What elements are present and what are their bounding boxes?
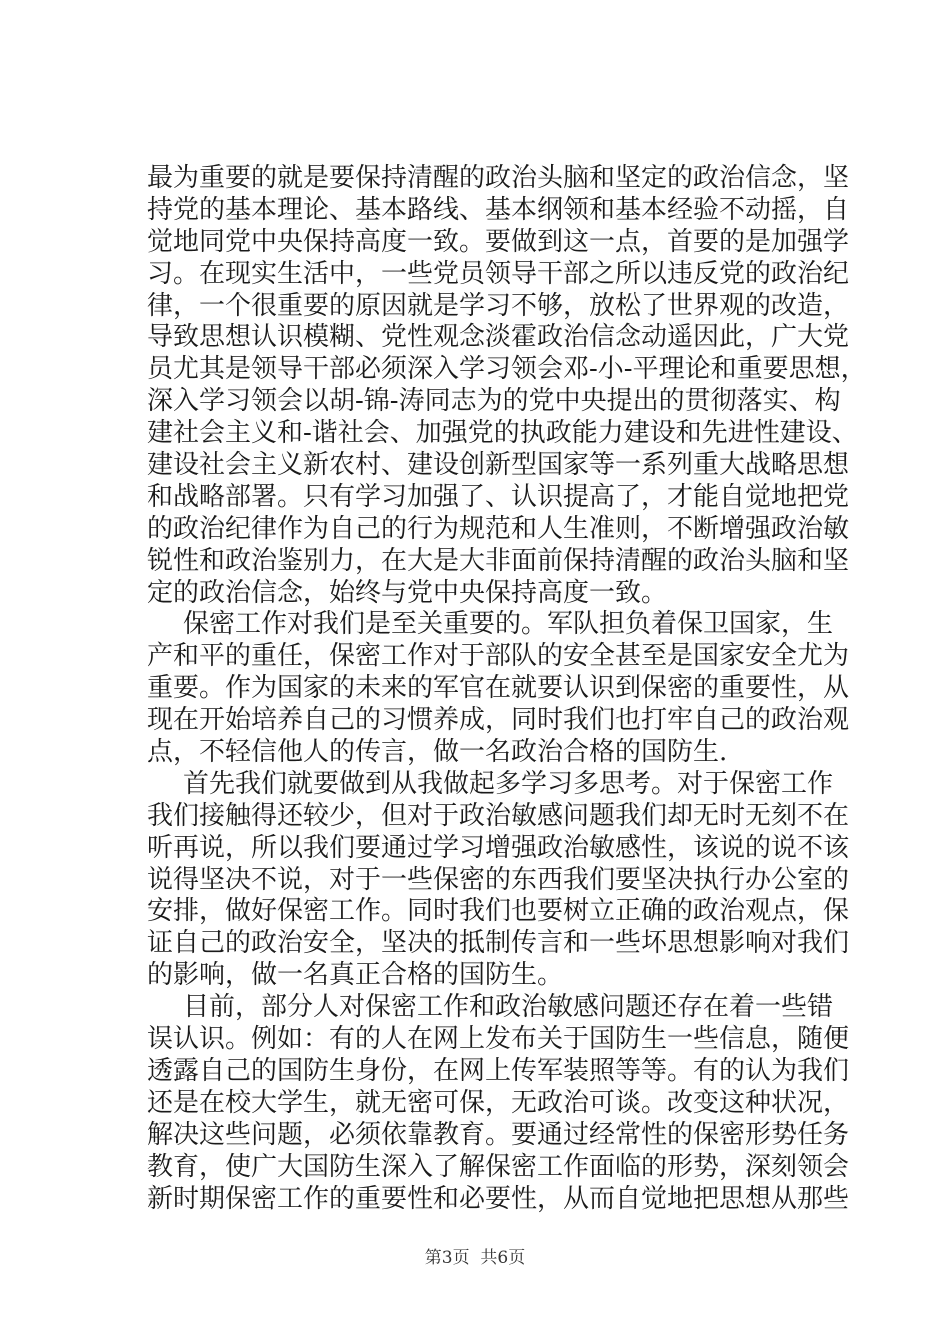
text-line: 解决这些问题，必须依靠教育。要通过经常性的保密形势任务 xyxy=(147,1119,850,1150)
body-text xyxy=(147,163,867,1215)
text-line: 的政治纪律作为自己的行为规范和人生准则，不断增强政治敏 xyxy=(147,513,850,544)
text-line: 和战略部署。只有学习加强了、认识提高了，才能自觉地把党 xyxy=(147,481,850,512)
text-line: 误认识。例如：有的人在网上发布关于国防生一些信息，随便 xyxy=(147,1024,850,1055)
text-line: 导致思想认识模糊、党性观念淡霍政治信念动遥因此，广大党 xyxy=(147,322,850,353)
text-line: 透露自己的国防生身份，在网上传军装照等等。有的认为我们 xyxy=(147,1055,850,1086)
text-line: 锐性和政治鉴别力，在大是大非面前保持清醒的政治头脑和坚 xyxy=(147,545,850,576)
text-line: 新时期保密工作的重要性和必要性，从而自觉地把思想从那些 xyxy=(147,1183,850,1214)
text-line: 听再说，所以我们要通过学习增强政治敏感性，该说的说不该 xyxy=(147,832,850,863)
page-footer xyxy=(0,1243,950,1268)
text-line: 的影响，做一名真正合格的国防生。 xyxy=(147,960,564,991)
text-line: 最为重要的就是要保持清醒的政治头脑和坚定的政治信念，坚 xyxy=(147,163,850,193)
text-line: 觉地同党中央保持高度一致。要做到这一点，首要的是加强学 xyxy=(147,226,850,257)
text-line: 定的政治信念，始终与党中央保持高度一致。 xyxy=(147,577,668,608)
text-line: 律，一个很重要的原因就是学习不够，放松了世界观的改造， xyxy=(147,290,850,321)
text-line: 还是在校大学生，就无密可保，无政治可谈。改变这种状况， xyxy=(147,1087,850,1118)
text-line: 深入学习领会以胡-锦-涛同志为的党中央提出的贯彻落实、构 xyxy=(147,386,841,417)
text-line: 重要。作为国家的未来的军官在就要认识到保密的重要性，从 xyxy=(147,673,850,704)
text-line: 建社会主义和-谐社会、加强党的执政能力建设和先进性建设、 xyxy=(147,418,858,449)
text-line: 说得坚决不说，对于一些保密的东西我们要坚决执行办公室的 xyxy=(147,864,850,895)
text-line: 持党的基本理论、基本路线、基本纲领和基本经验不动摇，自 xyxy=(147,194,850,225)
text-line: 建设社会主义新农村、建设创新型国家等一系列重大战略思想 xyxy=(147,450,850,481)
text-line: 保密工作对我们是至关重要的。军队担负着保卫国家，生 xyxy=(183,609,834,640)
text-line: 现在开始培养自己的习惯养成，同时我们也打牢自己的政治观 xyxy=(147,705,850,736)
text-line: 安排，做好保密工作。同时我们也要树立正确的政治观点，保 xyxy=(147,896,850,927)
text-line: 产和平的重任，保密工作对于部队的安全甚至是国家安全尤为 xyxy=(147,641,850,672)
text-line: 我们接触得还较少，但对于政治敏感问题我们却无时无刻不在 xyxy=(147,800,850,831)
page-number-label: 第3页 共6页 xyxy=(424,1248,526,1268)
text-line: 首先我们就要做到从我做起多学习多思考。对于保密工作 xyxy=(183,768,834,799)
text-line: 点，不轻信他人的传言，做一名政治合格的国防生. xyxy=(147,737,728,768)
text-line: 目前，部分人对保密工作和政治敏感问题还存在着一些错 xyxy=(183,992,834,1023)
text-line: 证自己的政治安全，坚决的抵制传言和一些坏思想影响对我们 xyxy=(147,928,850,959)
text-line: 员尤其是领导干部必须深入学习领会邓-小-平理论和重要思想， xyxy=(147,354,867,385)
text-line: 教育，使广大国防生深入了解保密工作面临的形势，深刻领会 xyxy=(147,1151,850,1182)
text-line: 习。在现实生活中，一些党员领导干部之所以违反党的政治纪 xyxy=(147,258,850,289)
